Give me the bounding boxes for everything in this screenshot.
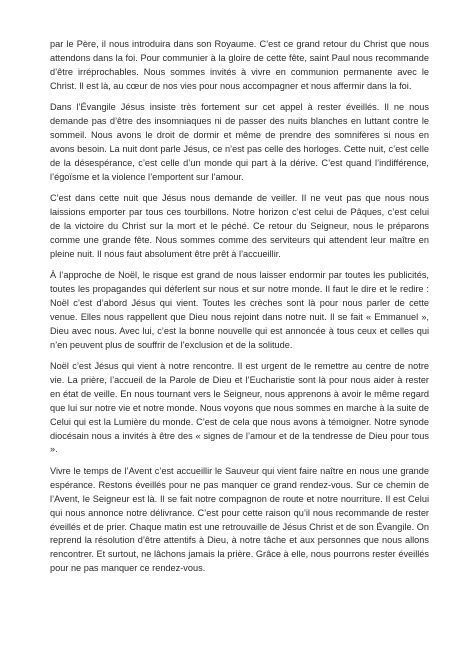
paragraph-5: Noël c’est Jésus qui vient à notre rencontre. Il est urgent de le remettre au centre de notre vie. La prière, l’accueil de la Parole de Dieu et l’Eucharistie sont là pour nous aider à rester en état de veille. En nous tournant vers le Seigneur, nous apprenons à avoir le même regard que lui sur notre vie et notre monde. Nous voyons que nous sommes en marche à la suite de Celui qui est la Lumière du monde. C’est de cela que nous avons à témoigner. Notre synode diocésain nous a invités à être des « signes de l’amour et de la tendresse de Dieu pour tous ». (50, 361, 429, 455)
paragraph-6: Vivre le temps de l’Avent c’est accueillir le Sauveur qui vient faire naître en nous une grande espérance. Restons éveillés pour ne pas manquer ce grand rendez-vous. Sur ce chemin de l’Avent, le Seigneur est là. Il se fait notre compagnon de route et notre nourriture. Il est Celui qui nous annonce notre délivrance. C’est pour cette raison qu’il nous recommande de rester éveillés et de prier. Chaque matin est une retrouvaille de Jésus Christ et de son Évangile. On reprend la résolution d’être attentifs à Dieu, à notre tâche et aux personnes que nous allons rencontrer. Et surtout, ne lâchons jamais la prière. Grâce à elle, nous pourrons rester éveillés pour ne pas manquer ce rendez-vous. (50, 465, 429, 574)
paragraph-2: Dans l’Évangile Jésus insiste très fortement sur cet appel à rester éveillés. Il ne nous demande pas d’être des insomniaques ni de passer des nuits blanches en luttant contre le sommeil. Nous avons le droit de dormir et même de prendre des somnifères si nous en avons besoin. La nuit dont parle Jésus, ce n’est pas celle des horloges. Cette nuit, c’est celle de la désespérance, c’est celle d’un monde qui part à la dérive. C’est quand l’indifférence, l’égoïsme et la violence l’emportent sur l’amour. (50, 102, 429, 182)
document-body (50, 38, 429, 584)
paragraph-1: par le Père, il nous introduira dans son Royaume. C’est ce grand retour du Christ que nous attendons dans la foi. Pour communier à la gloire de cette fête, saint Paul nous recommande d’être irréprochables. Nous sommes invités à vivre en communion permanente avec le Christ. Il est là, au cœur de nos vies pour nous accompagner et nous affermir dans la foi. (50, 39, 429, 91)
paragraph-3: C’est dans cette nuit que Jésus nous demande de veiller. Il ne veut pas que nous nous laissions emporter par tous ces tourbillons. Notre horizon c’est celui de Pâques, c’est celui de la victoire du Christ sur la mort et le péché. Ce retour du Seigneur, nous le préparons comme une grande fête. Nous sommes comme des serviteurs qui attendent leur maître en pleine nuit. Il nous faut absolument être prêt à l’accueillir. (50, 193, 429, 259)
paragraph-4: À l’approche de Noël, le risque est grand de nous laisser endormir par toutes les publicités, toutes les propagandes qui déferlent sur nous et sur notre monde. Il faut le dire et le redire : Noël c’est d’abord Jésus qui vient. Toutes les crèches sont là pour nous parler de cette venue. Elles nous rappellent que Dieu nous rejoint dans notre nuit. Il se fait « Emmanuel », Dieu avec nous. Avec lui, c’est la bonne nouvelle qui est annoncée à tous ceux et celles qui n’en peuvent plus de souffrir de l’exclusion et de la solitude. (50, 270, 429, 350)
